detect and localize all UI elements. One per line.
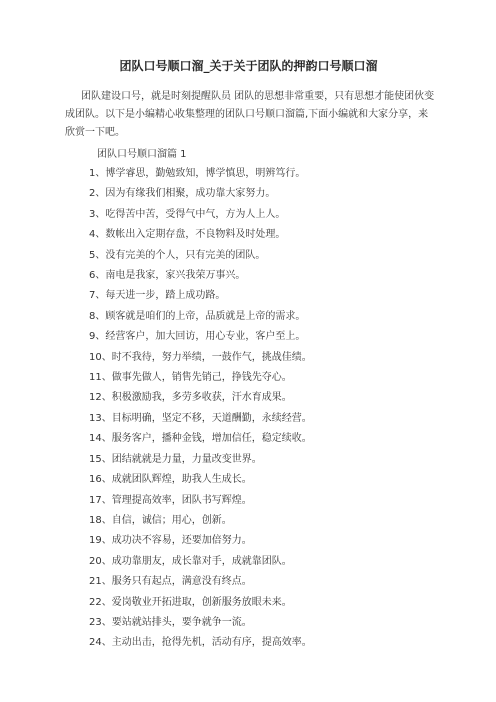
intro-paragraph xyxy=(65,88,436,142)
list-item: 4、数帐出入定期存盘，不良物料及时处理。 xyxy=(89,229,286,241)
slogan-list xyxy=(89,164,436,654)
list-item: 20、成功靠朋友，成长靠对手，成就靠团队。 xyxy=(89,555,292,567)
list-item: 14、服务客户，播种金钱，增加信任，稳定续收。 xyxy=(89,433,312,445)
list-item: 21、服务只有起点，满意没有终点。 xyxy=(89,576,252,588)
list-item: 13、目标明确，坚定不移，天道酬勤，永续经营。 xyxy=(89,412,312,424)
list-item: 17、管理提高效率，团队书写辉煌。 xyxy=(89,494,252,506)
list-item: 23、要站就站排头，要争就争一流。 xyxy=(89,616,252,628)
list-item: 1、博学睿思，勤勉致知，博学慎思，明辨笃行。 xyxy=(89,168,306,179)
list-item: 10、时不我待，努力举绩，一鼓作气，挑战佳绩。 xyxy=(89,351,312,363)
list-item: 16、成就团队辉煌，助我人生成长。 xyxy=(89,474,252,486)
list-item: 15、团结就就是力量，力量改变世界。 xyxy=(89,453,262,465)
list-item: 8、顾客就是咱们的上帝，品质就是上帝的需求。 xyxy=(89,310,306,322)
list-item: 9、经营客户，加大回访，用心专业，客户至上。 xyxy=(89,331,306,343)
list-item: 12、积极激励我，多劳多收获，汗水育成果。 xyxy=(89,392,292,404)
list-item: 3、吃得苦中苦，受得气中气，方为人上人。 xyxy=(89,208,286,220)
list-item: 11、做事先做人，销售先销己，挣钱先夺心。 xyxy=(89,372,292,384)
list-item: 2、因为有缘我们相聚，成功靠大家努力。 xyxy=(89,188,276,200)
list-item: 18、自信，诚信；用心，创新。 xyxy=(89,514,232,526)
list-item: 22、爱岗敬业开拓进取，创新服务放眼未来。 xyxy=(89,596,292,608)
intro-text: 团队建设口号，就是时刻提醒队员 团队的思想非常重要，只有思想才能使团伙变成团队。以下是小编精心收集整理的团队口号顺口溜篇,下面小编就和大家分享，来欣赏一下吧。 xyxy=(65,91,435,138)
document-title: 团队口号顺口溜_关于关于团队的押韵口号顺口溜 xyxy=(119,59,378,73)
section-heading: 团队口号顺口溜篇 1 xyxy=(97,149,187,160)
list-item: 7、每天进一步，踏上成功路。 xyxy=(89,290,226,302)
list-item: 5、没有完美的个人，只有完美的团队。 xyxy=(89,249,266,261)
list-item: 24、主动出击，抢得先机，活动有序，提高效率。 xyxy=(89,637,312,649)
list-item: 19、成功决不容易，还要加倍努力。 xyxy=(89,535,252,547)
list-item: 6、南电是我家，家兴我荣万事兴。 xyxy=(89,270,246,282)
